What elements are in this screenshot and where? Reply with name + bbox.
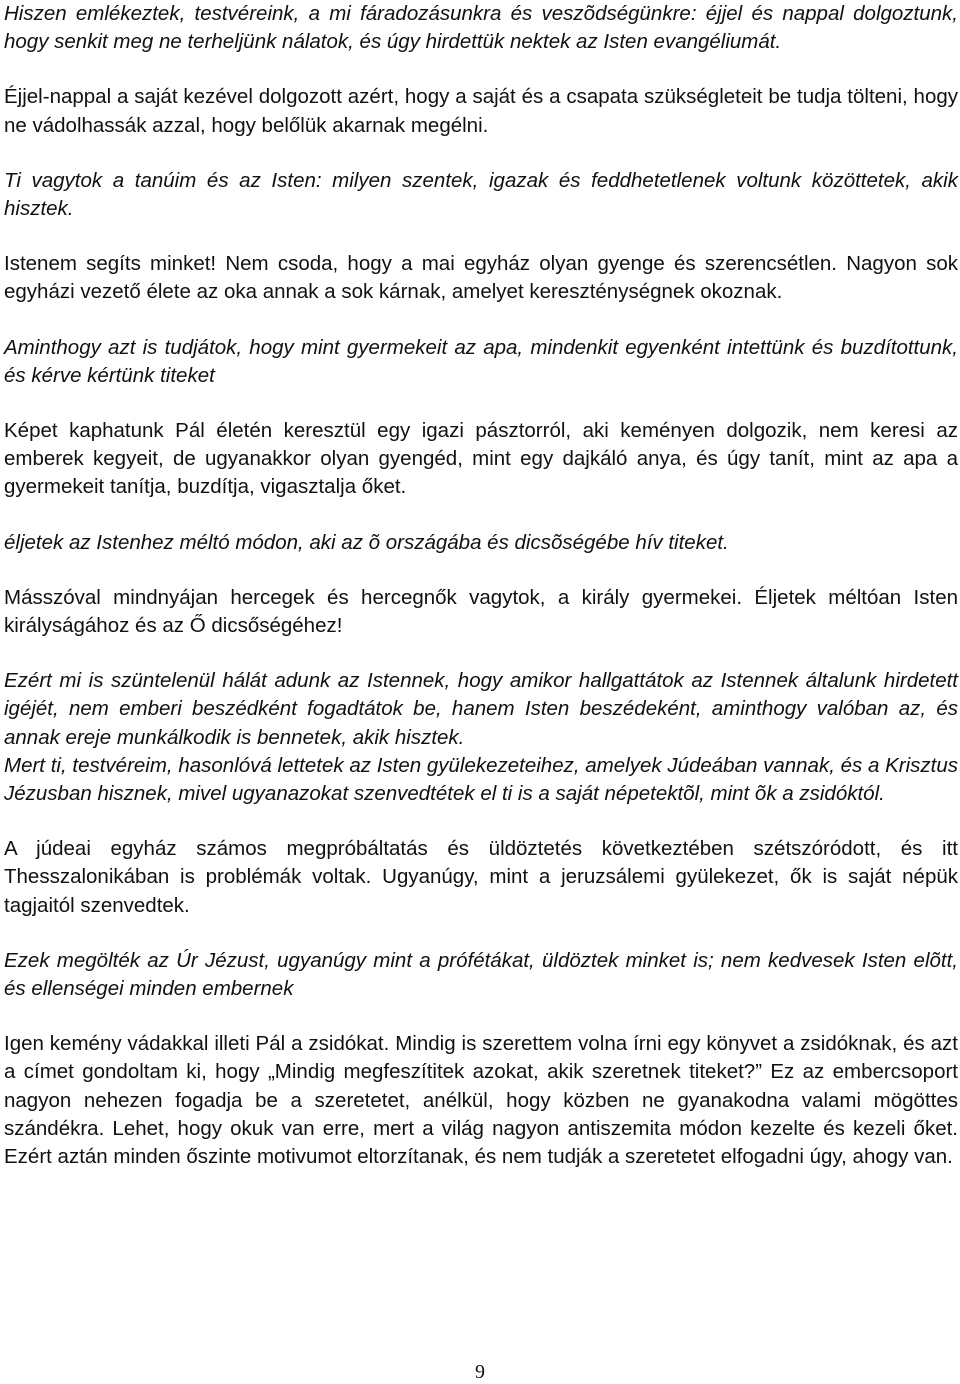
paragraph: Éjjel-nappal a saját kezével dolgozott azért, hogy a saját és a csapata szükségleteit be tudja tölteni, hogy ne vádolhassák azzal, hogy belőlük akarnak megélni.: [4, 85, 958, 137]
paragraph: Ti vagytok a tanúim és az Isten: milyen szentek, igazak és feddhetetlenek voltunk közöttetek, akik hisztek.: [4, 168, 958, 221]
paragraph: Másszóval mindnyájan hercegek és hercegnők vagytok, a király gyermekei. Éljetek méltóan Isten királyságához és az Ő dicsőségéhez!: [4, 585, 958, 638]
paragraph: Képet kaphatunk Pál életén keresztül egy igazi pásztorról, aki keményen dolgozik, nem keresi az emberek kegyeit, de ugyanakkor olyan gyengéd, mint egy dajkáló anya, és úgy tanít, mint az apa a gyermekeit tanítja, buzdítja, vigasztalja őket.: [4, 419, 958, 499]
paragraph: Istenem segíts minket! Nem csoda, hogy a mai egyház olyan gyenge és szerencsétlen. Nagyon sok egyházi vezető élete az oka annak a sok kárnak, amelyet kereszténységnek okoznak.: [4, 252, 958, 304]
document-page: [4, 0, 958, 1198]
paragraph: éljetek az Istenhez méltó módon, aki az õ országába és dicsõségébe hív titeket.: [4, 530, 729, 554]
paragraph: A júdeai egyház számos megpróbáltatás és üldöztetés következtében szétszóródott, és itt Thesszalonikában is problémák voltak. Ugyanúgy, mint a jeruzsálemi gyülekezet, ők is saját népük tagjaitól szenvedtek.: [4, 837, 958, 917]
page-number: 9: [475, 1361, 485, 1383]
paragraph: Ezek megölték az Úr Jézust, ugyanúgy mint a prófétákat, üldöztek minket is; nem kedvesek Isten elõtt, és ellenségei minden embernek: [4, 948, 958, 1001]
paragraph: Mert ti, testvéreim, hasonlóvá lettetek az Isten gyülekezeteihez, amelyek Júdeában vannak, és a Krisztus Jézusban hisznek, mivel ugyanazokat szenvedtétek el ti is a saját népetektõl, mint õk a zsidóktól.: [4, 753, 958, 806]
paragraph: Igen kemény vádakkal illeti Pál a zsidókat. Mindig is szerettem volna írni egy könyvet a zsidóknak, és azt a címet gondoltam ki, hogy „Mindig megfeszítitek azokat, akik szeretnek titeket?” Ez az embercsoport nagyon nehezen fogadja be a szeretetet, anélkül, hogy közben ne gyanakodna valami mögöttes szándékra. Lehet, hogy okuk van erre, mert a világ nagyon antiszemita módon kezelte és kezeli őket. Ezért aztán minden őszinte motivumot eltorzítanak, és nem tudják a szeretetet elfogadni úgy, ahogy van.: [4, 1032, 958, 1169]
paragraph: Hiszen emlékeztek, testvéreink, a mi fáradozásunkra és veszõdségünkre: éjjel és nappal dolgoztunk, hogy senkit meg ne terheljünk nálatok, és úgy hirdettük nektek az Isten evangéliumát.: [4, 2, 958, 54]
paragraph: Aminthogy azt is tudjátok, hogy mint gyermekeit az apa, mindenkit egyenként intettünk és buzdítottunk, és kérve kértünk titeket: [4, 335, 958, 387]
paragraph: Ezért mi is szüntelenül hálát adunk az Istennek, hogy amikor hallgattátok az Istennek általunk hirdetett igéjét, nem emberi beszédként fogadtátok be, hanem Isten beszédeként, aminthogy valóban az, és annak ereje munkálkodik is bennetek, akik hisztek.: [4, 669, 958, 749]
